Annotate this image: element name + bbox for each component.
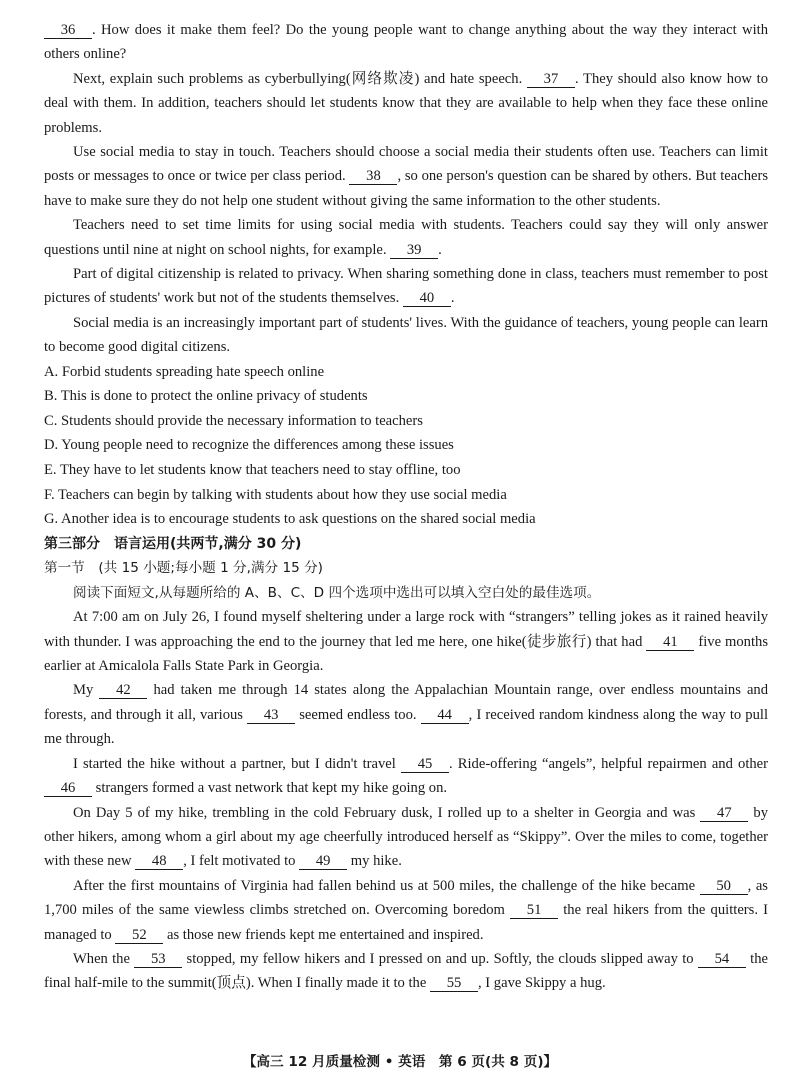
answer-blank[interactable]: 55 <box>430 975 478 992</box>
answer-blank[interactable]: 41 <box>646 634 694 651</box>
answer-blank[interactable]: 54 <box>698 951 746 968</box>
paragraph-text: five months earlier at Amicalola Falls State Park in Georgia. <box>44 633 768 675</box>
option-e[interactable]: E. They have to let students know that teachers need to stay offline, too <box>44 462 461 479</box>
answer-blank[interactable]: 48 <box>135 853 183 870</box>
cloze-paragraph-5 <box>44 874 768 947</box>
paragraph-text: , I received random kindness along the way to pull me through. <box>44 706 769 748</box>
answer-blank[interactable]: 39 <box>390 242 438 259</box>
paragraph-text: by other hikers, among whom a girl about my age cheerfully introduced herself as “Skippy”. Over the miles to come, together with these new <box>44 804 768 870</box>
option-b[interactable]: B. This is done to protect the online privacy of students <box>44 388 368 405</box>
option-a[interactable]: A. Forbid students spreading hate speech online <box>44 363 325 380</box>
paragraph-text: My <box>73 682 94 699</box>
paragraph-text: Next, explain such problems as cyberbullying(网络欺凌) and hate speech. <box>73 70 523 87</box>
exam-page <box>44 18 768 996</box>
paragraph-text: the real hikers from the quitters. I managed to <box>44 902 768 943</box>
paragraph-text: Part of digital citizenship is related to privacy. When sharing something done in class, teachers must remember to post pictures of students' work but not of the students themselves. <box>44 266 768 307</box>
option-d[interactable]: D. Young people need to recognize the differences among these issues <box>44 437 454 454</box>
answer-blank[interactable]: 49 <box>299 853 347 870</box>
paragraph-text: as those new friends kept me entertained and inspired. <box>167 926 484 943</box>
answer-blank[interactable]: 43 <box>247 707 295 724</box>
answer-blank[interactable]: 47 <box>700 805 748 822</box>
reading-paragraph-4 <box>44 213 768 262</box>
reading-paragraph-6 <box>44 311 768 360</box>
paragraph-text: . They should also know how to deal with them. In addition, teachers should let students know that they are available to help when they face these online problems. <box>44 70 768 136</box>
paragraph-text: , I felt motivated to <box>183 853 296 870</box>
paragraph-text: . <box>438 241 442 258</box>
answer-blank[interactable]: 51 <box>510 902 558 919</box>
reading-paragraph-2 <box>44 67 768 140</box>
option-c[interactable]: C. Students should provide the necessary information to teachers <box>44 412 423 429</box>
paragraph-text: . Ride-offering “angels”, helpful repairmen and other <box>448 755 769 772</box>
answer-blank[interactable]: 52 <box>115 927 163 944</box>
reading-paragraph-5 <box>44 262 768 311</box>
answer-blank[interactable]: 50 <box>700 878 748 895</box>
paragraph-text: At 7:00 am on July 26, I found myself sheltering under a large rock with “strangers” telling jokes as it rained heavily with thunder. I was approaching the end to the journey that led me here, one hike(徒步旅行) that had <box>44 609 768 650</box>
paragraph-text: Social media is an increasingly important part of students' lives. With the guidance of teachers, young people can learn to become good digital citizens. <box>44 314 768 356</box>
cloze-paragraph-1 <box>44 605 768 678</box>
paragraph-text: strangers formed a vast network that kept my hike going on. <box>95 780 448 797</box>
paragraph-text: , as 1,700 miles of the same viewless climbs stretched on. Overcoming boredom <box>44 877 768 919</box>
cloze-paragraph-6 <box>44 947 768 996</box>
paragraph-text: Teachers need to set time limits for using social media with students. Teachers could say they will only answer questions until nine at night on school nights, for example. <box>44 217 768 258</box>
paragraph-text: , I gave Skippy a hug. <box>477 975 606 992</box>
page-footer: 【高三 12 月质量检测 • 英语 第 6 页(共 8 页)】 <box>242 1054 558 1070</box>
answer-blank[interactable]: 46 <box>44 780 92 797</box>
option-f[interactable]: F. Teachers can begin by talking with students about how they use social media <box>44 486 507 503</box>
paragraph-text: On Day 5 of my hike, trembling in the cold February dusk, I rolled up to a shelter in Georgia and was <box>73 804 696 821</box>
reading-paragraph-1 <box>44 18 768 67</box>
answer-blank[interactable]: 36 <box>44 22 92 39</box>
paragraph-text: . <box>450 290 455 307</box>
section-title: 第三部分 语言运用(共两节,满分 30 分) <box>44 535 302 552</box>
answer-blank[interactable]: 40 <box>403 290 451 307</box>
paragraph-text: , so one person's question can be shared by others. But teachers have to make sure they do not help one student without giving the same information to the other students. <box>44 168 769 209</box>
instruction-text: 阅读下面短文,从每题所给的 A、B、C、D 四个选项中选出可以填入空白处的最佳选项。 <box>73 584 601 601</box>
paragraph-text: Use social media to stay in touch. Teachers should choose a social media their students often use. Teachers can limit posts or messages to once or twice per class period. <box>44 144 768 185</box>
cloze-paragraph-3 <box>44 752 768 801</box>
paragraph-text: I started the hike without a partner, but I didn't travel <box>73 755 396 772</box>
answer-blank[interactable]: 38 <box>349 168 397 185</box>
paragraph-text: stopped, my fellow hikers and I pressed on and up. Softly, the clouds slipped away to <box>186 950 694 967</box>
cloze-paragraph-2 <box>44 678 768 751</box>
answer-blank[interactable]: 44 <box>421 707 469 724</box>
reading-paragraph-3 <box>44 140 768 213</box>
paragraph-text: After the first mountains of Virginia had fallen behind us at 500 miles, the challenge of the hike became <box>73 877 696 894</box>
paragraph-text: seemed endless too. <box>299 706 417 723</box>
cloze-paragraph-4 <box>44 801 768 874</box>
paragraph-text: my hike. <box>350 853 402 870</box>
paragraph-text: When the <box>73 950 130 967</box>
answer-blank[interactable]: 45 <box>401 756 449 773</box>
option-g[interactable]: G. Another idea is to encourage students to ask questions on the shared social media <box>44 511 536 528</box>
paragraph-text: . How does it make them feel? Do the young people want to change anything about the way they interact with others online? <box>44 22 768 63</box>
answer-blank[interactable]: 37 <box>527 71 575 88</box>
paragraph-text: the final half-mile to the summit(顶点). When I finally made it to the <box>44 950 768 992</box>
paragraph-text: had taken me through 14 states along the Appalachian Mountain range, over endless mountains and forests, and through it all, various <box>44 682 769 723</box>
answer-blank[interactable]: 53 <box>134 951 182 968</box>
subsection-title: 第一节 (共 15 小题;每小题 1 分,满分 15 分) <box>44 560 323 577</box>
answer-blank[interactable]: 42 <box>99 682 147 699</box>
